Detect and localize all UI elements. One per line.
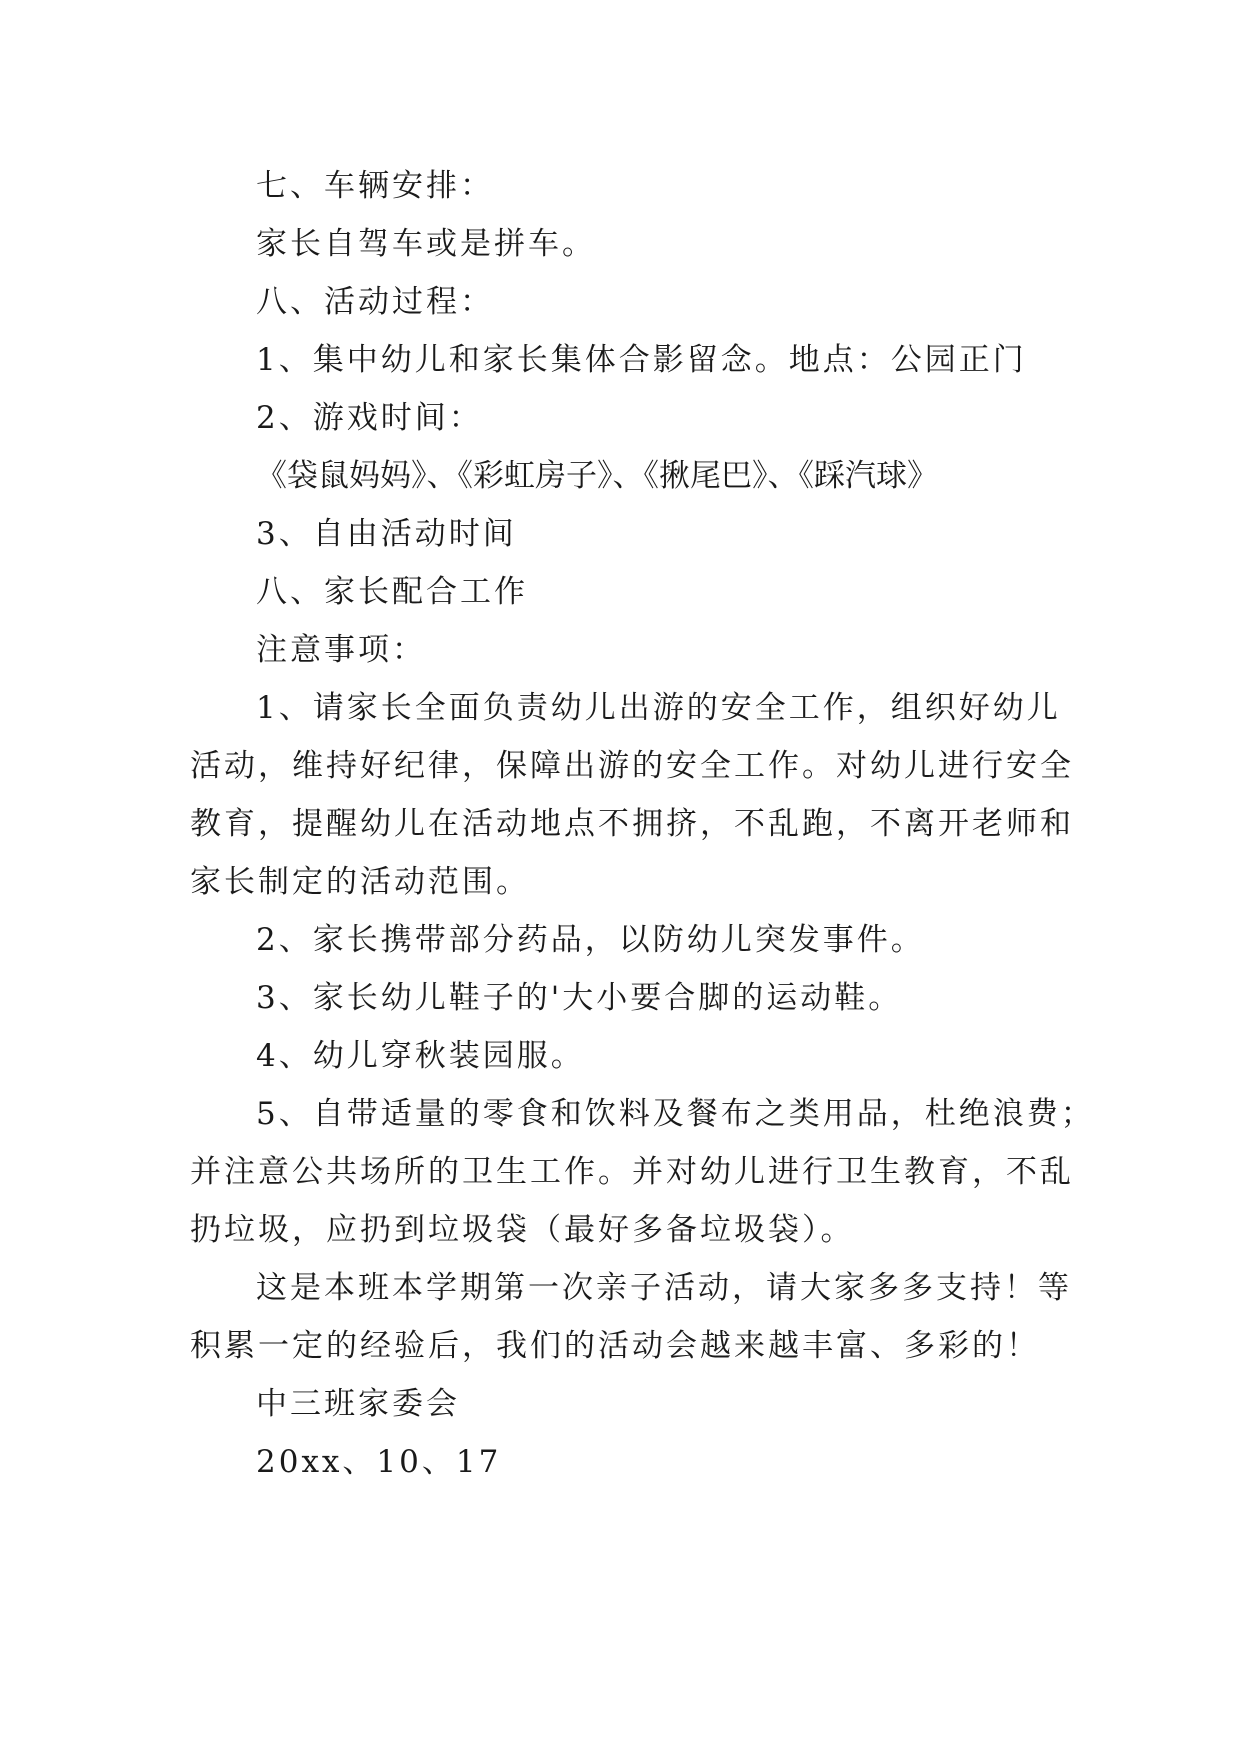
signature-committee: 中三班家委会 [256,1386,460,1422]
closing-line-2: 积累一定的经验后，我们的活动会越来越丰富、多彩的！ [190,1328,1040,1364]
notes-heading: 注意事项： [256,632,426,668]
section-heading-parents: 八、家长配合工作 [256,574,528,610]
note-1-line-4: 家长制定的活动范围。 [190,864,530,900]
note-5-line-1: 5、自带适量的零食和饮料及餐布之类用品，杜绝浪费； [256,1096,1095,1132]
game-list: 《袋鼠妈妈》、《彩虹房子》、《揪尾巴》、《踩汽球》 [256,458,938,494]
process-item-2: 2、游戏时间： [256,400,483,436]
section-heading-process: 八、活动过程： [256,284,494,320]
section-heading-vehicles: 七、车辆安排： [256,168,494,204]
note-1-line-2: 活动，维持好纪律，保障出游的安全工作。对幼儿进行安全 [190,748,1074,784]
note-4: 4、幼儿穿秋装园服。 [256,1038,585,1074]
note-2: 2、家长携带部分药品，以防幼儿突发事件。 [256,922,925,958]
closing-line-1: 这是本班本学期第一次亲子活动，请大家多多支持！等 [256,1270,1072,1306]
paragraph-vehicles: 家长自驾车或是拼车。 [256,226,596,262]
process-item-3: 3、自由活动时间 [256,516,517,552]
document-body [190,157,1095,1491]
note-1-line-1: 1、请家长全面负责幼儿出游的安全工作，组织好幼儿 [256,690,1061,726]
process-item-1: 1、集中幼儿和家长集体合影留念。地点：公园正门 [256,342,1027,378]
note-3: 3、家长幼儿鞋子的'大小要合脚的运动鞋。 [256,980,903,1016]
note-1-line-3: 教育，提醒幼儿在活动地点不拥挤，不乱跑，不离开老师和 [190,806,1074,842]
signature-date: 20xx、10、17 [256,1444,502,1480]
note-5-line-3: 扔垃圾，应扔到垃圾袋（最好多备垃圾袋）。 [190,1212,855,1248]
note-5-line-2: 并注意公共场所的卫生工作。并对幼儿进行卫生教育，不乱 [190,1154,1074,1190]
